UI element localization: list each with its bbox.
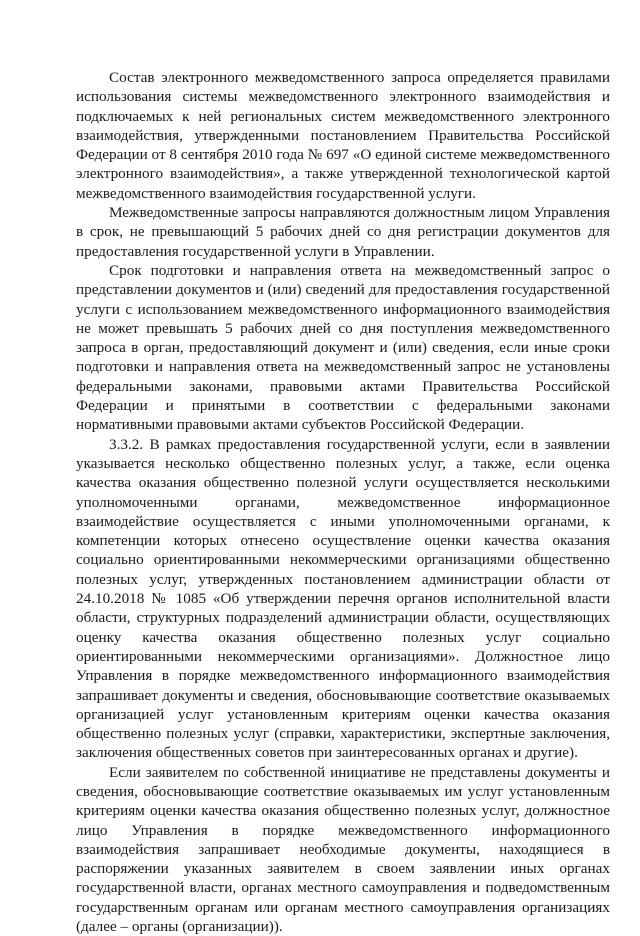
paragraph-response-deadline: Срок подготовки и направления ответа на межведомственный запрос о представлении документов и (или) сведений для предоставления государственной услуги с использованием межведомственного информационного взаимодействия не может превышать 5 рабочих дней со дня поступления межведомственного запроса в орган, предоставляющий документ и (или) сведения, если иные сроки подготовки и направления ответа на межведомственный запрос не установлены федеральными законами, правовыми актами Правительства Российской Федерации и принятыми в соответствии с федеральными законами нормативными правовыми актами субъектов Российской Федерации. [76,261,610,434]
paragraph-request-deadline: Межведомственные запросы направляются должностным лицом Управления в срок, не превышающий 5 рабочих дней со дня регистрации документов для предоставления государственной услуги в Управлении. [76,204,610,260]
paragraph-request-composition: Состав электронного межведомственного запроса определяется правилами использования системы межведомственного электронного взаимодействия и подключаемых к ней региональных систем межведомственного электронного взаимодействия, утвержденными постановлением Правительства Российской Федерации от 8 сентября 2010 года № 697 «О единой системе межведомственного электронного взаимодействия», а также утвержденной технологической картой межведомственного взаимодействия государственной услуги. [76,69,610,202]
document-body [76,68,610,936]
paragraph-section-3-3-2: 3.3.2. В рамках предоставления государственной услуги, если в заявлении указывается несколько общественно полезных услуг, а также, если оценка качества оказания общественно полезной услуги осуществляется несколькими уполномоченными органами, межведомственное информационное взаимодействие осуществляется с иными уполномоченными органами, к компетенции которых отнесено осуществление оценки качества оказания социально ориентированными некоммерческими организациями общественно полезных услуг, утвержденных постановлением администрации области от 24.10.2018 № 1085 «Об утверждении перечня органов исполнительной власти области, структурных подразделений администрации области, осуществляющих оценку качества оказания общественно полезных услуг социально ориентированными некоммерческими организациями». Должностное лицо Управления в порядке межведомственного информационного взаимодействия запрашивает документы и сведения, обосновывающие соответствие оказываемых организацией услуг установленным критериям оценки качества оказания общественно полезных услуг (справки, характеристики, экспертные заключения, заключения общественных советов при заинтересованных органах и другие). [76,435,610,762]
paragraph-missing-documents: Если заявителем по собственной инициативе не представлены документы и сведения, обосновывающие соответствие оказываемых им услуг установленным критериям оценки качества оказания общественно полезных услуг, должностное лицо Управления в порядке межведомственного информационного взаимодействия запрашивает необходимые документы, находящиеся в распоряжении указанных заявителем в своем заявлении иных органах государственной власти, органах местного самоуправления и подведомственным государственным органам или органам местного самоуправления организациях (далее – органы (организации)). [76,763,610,936]
